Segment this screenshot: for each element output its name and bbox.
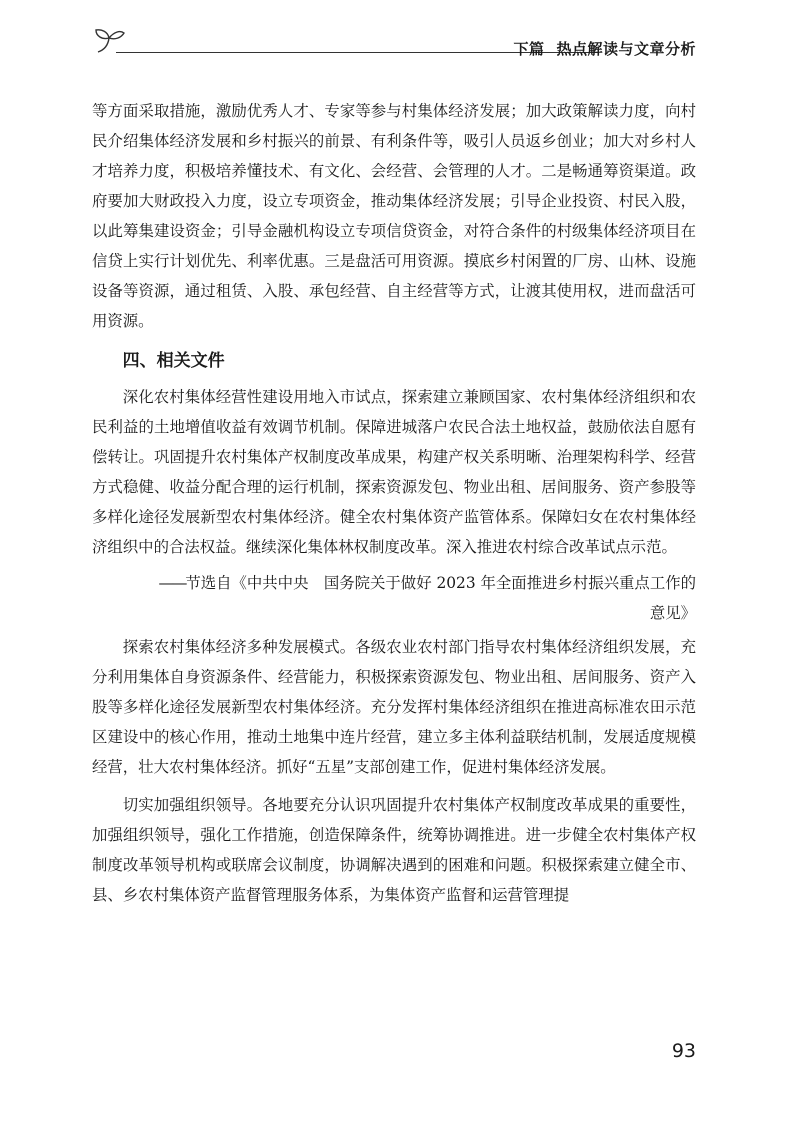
section-heading: 四、相关文件 (122, 351, 225, 371)
running-header (92, 24, 696, 64)
paragraph-document-excerpt-3: 切实加强组织领导。各地要充分认识巩固提升农村集体产权制度改革成果的重要性，加强组织领导，强化工作措施，创造保障条件，统筹协调推进。进一步健全农村集体产权制度改革领导机构或联席会议制度，协调解决遇到的困难和问题。积极探索建立健全市、县、乡农村集体资产监督管理服务体系，为集体资产监督和运营管理提 (92, 796, 696, 904)
paragraph-document-excerpt-2: 探索农村集体经济多种发展模式。各级农业农村部门指导农村集体经济组织发展，充分利用集体自身资源条件、经营能力，积极探索资源发包、物业出租、居间服务、资产入股等多样化途径发展新型农村集体经济。充分发挥村集体经济组织在推进高标准农田示范区建设中的核心作用，推动土地集中连片经营，建立多主体利益联结机制，发展适度规模经营，壮大农村集体经济。抓好“五星”支部创建工作，促进村集体经济发展。 (92, 638, 696, 776)
citation-line-1: 节选自《中共中央 国务院关于做好 2023 年全面推进乡村振兴重点工作的 (185, 574, 696, 592)
source-citation (92, 568, 696, 628)
header-part: 下篇 (513, 40, 545, 58)
paragraph-document-excerpt-1: 深化农村集体经营性建设用地入市试点，探索建立兼顾国家、农村集体经济组织和农民利益的土地增值收益有效调节机制。保障进城落户农民合法土地权益，鼓励依法自愿有偿转让。巩固提升农村集体产权制度改革成果，构建产权关系明晰、治理架构科学、经营方式稳健、收益分配合理的运行机制，探索资源发包、物业出租、居间服务、资产参股等多样化途径发展新型农村集体经济。健全农村集体资产监管体系。保障妇女在农村集体经济组织中的合法权益。继续深化集体林权制度改革。深入推进农村综合改革试点示范。 (92, 388, 696, 556)
page-body (92, 96, 696, 910)
page-number: 93 (671, 1040, 696, 1062)
header-title (513, 38, 696, 59)
citation-dash: —— (158, 574, 186, 592)
paragraph-continued: 等方面采取措施，激励优秀人才、专家等参与村集体经济发展；加大政策解读力度，向村民介绍集体经济发展和乡村振兴的前景、有利条件等，吸引人员返乡创业；加大对乡村人才培养力度，积极培养懂技术、有文化、会经营、会管理的人才。二是畅通筹资渠道。政府要加大财政投入力度，设立专项资金，推动集体经济发展；引导企业投资、村民入股，以此筹集建设资金；引导金融机构设立专项信贷资金，对符合条件的村级集体经济项目在信贷上实行计划优先、利率优惠。三是盘活可用资源。摸底乡村闲置的厂房、山林、设施设备等资源，通过租赁、入股、承包经营、自主经营等方式，让渡其使用权，进而盘活可用资源。 (92, 102, 696, 330)
header-section: 热点解读与文章分析 (556, 40, 696, 58)
citation-line-2: 意见》 (649, 604, 696, 622)
